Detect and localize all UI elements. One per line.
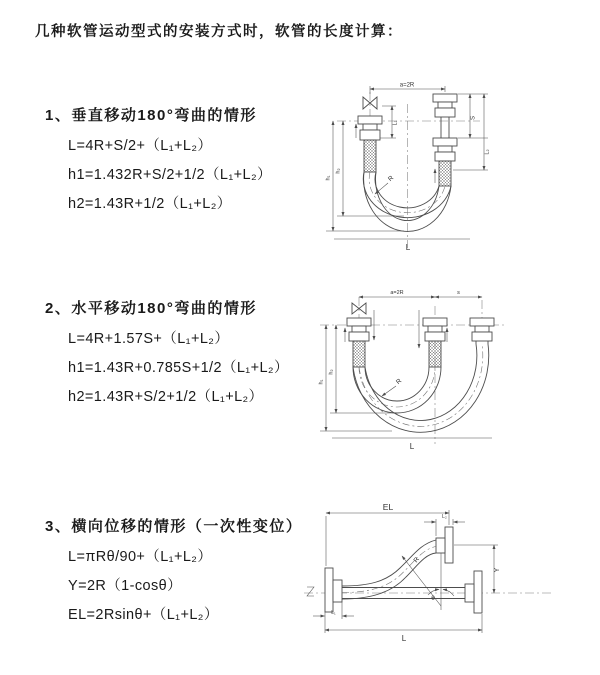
dimension-total-length xyxy=(325,614,482,643)
dimension-s xyxy=(458,94,488,138)
section-3-heading: 3、横向位移的情形（一次性变位） xyxy=(45,518,303,535)
formula-length: L=4R+1.57S+（L₁+L₂） xyxy=(68,331,230,347)
section-vertical-movement xyxy=(45,104,272,212)
dimension-l2 xyxy=(424,514,465,536)
dimension-l1 xyxy=(313,602,354,619)
dim-label-length: L xyxy=(405,243,411,252)
formula-h2: h2=1.43R+S/2+1/2（L₁+L₂） xyxy=(68,389,264,405)
dim-label-l1: L₁ xyxy=(392,120,399,126)
dim-label-el: EL xyxy=(382,502,394,512)
dimension-total-length xyxy=(334,239,470,252)
dimension-top-span xyxy=(359,290,482,297)
section-2-heading: 2、水平移动180°弯曲的情形 xyxy=(45,300,257,317)
dimension-l1 xyxy=(380,106,399,138)
dim-label-span: a=2R xyxy=(399,82,415,89)
right-flange-original xyxy=(342,571,482,613)
dim-label-length: L xyxy=(409,442,415,451)
angle-label: θ xyxy=(431,595,435,602)
formula-h1: h1=1.432R+S/2+1/2（L₁+L₂） xyxy=(68,167,272,183)
hose-u-bend-moved xyxy=(353,344,489,432)
hose-u-bend xyxy=(363,172,451,231)
dimension-total-length xyxy=(332,438,492,451)
section-horizontal-movement xyxy=(45,297,289,405)
formula-y: Y=2R（1-cosθ） xyxy=(68,578,182,594)
dim-label-h2: h₂ xyxy=(335,168,342,174)
formula-h2: h2=1.43R+1/2（L₁+L₂） xyxy=(68,196,232,212)
formula-length: L=4R+S/2+（L₁+L₂） xyxy=(68,138,213,154)
page-title: 几种软管运动型式的安装方式时，软管的长度计算： xyxy=(35,24,403,40)
middle-pipe-fitting xyxy=(423,318,447,367)
radius-callout xyxy=(375,174,395,194)
dimension-el xyxy=(326,502,449,566)
dim-label-length: L xyxy=(401,634,407,643)
left-pipe-fitting xyxy=(347,318,371,367)
radius-label: R xyxy=(386,174,396,184)
diagram-horizontal-movement xyxy=(312,282,592,452)
section-1-heading: 1、垂直移动180°弯曲的情形 xyxy=(45,107,257,124)
radius-label: R xyxy=(394,377,404,387)
section-lateral-displacement xyxy=(45,515,302,623)
formula-el: EL=2Rsinθ+（L₁+L₂） xyxy=(68,607,219,623)
diagram-lateral-displacement xyxy=(298,498,595,648)
upper-flange-displaced xyxy=(436,527,453,563)
hose-s-curve xyxy=(342,540,436,599)
dim-label-l1: L₁ xyxy=(331,610,336,616)
dim-label-l2: L₂ xyxy=(484,149,491,155)
left-flange xyxy=(325,568,342,612)
dim-label-s: S xyxy=(470,115,477,121)
dim-label-h1: h₁ xyxy=(325,175,332,181)
diagram-vertical-movement xyxy=(312,76,592,256)
dim-label-l2: L₂ xyxy=(442,514,447,520)
radius-label: R xyxy=(412,556,422,565)
radius-callout xyxy=(382,377,403,396)
left-pipe-fitting xyxy=(358,116,382,172)
dim-label-span: a=2R xyxy=(390,290,404,296)
right-pipe-fittings xyxy=(433,94,457,186)
formula-length: L=πRθ/90+（L₁+L₂） xyxy=(68,549,213,565)
dim-label-y: Y xyxy=(494,567,501,573)
dim-label-h2: h₂ xyxy=(328,369,335,375)
right-pipe-fitting xyxy=(470,318,494,344)
dimension-l2 xyxy=(453,94,491,170)
dim-label-s: s xyxy=(457,290,460,296)
formula-h1: h1=1.43R+0.785S+1/2（L₁+L₂） xyxy=(68,360,289,376)
dim-label-h1: h₁ xyxy=(318,379,325,385)
dimension-top-span xyxy=(370,83,445,95)
pipe-break-icon xyxy=(307,587,314,596)
